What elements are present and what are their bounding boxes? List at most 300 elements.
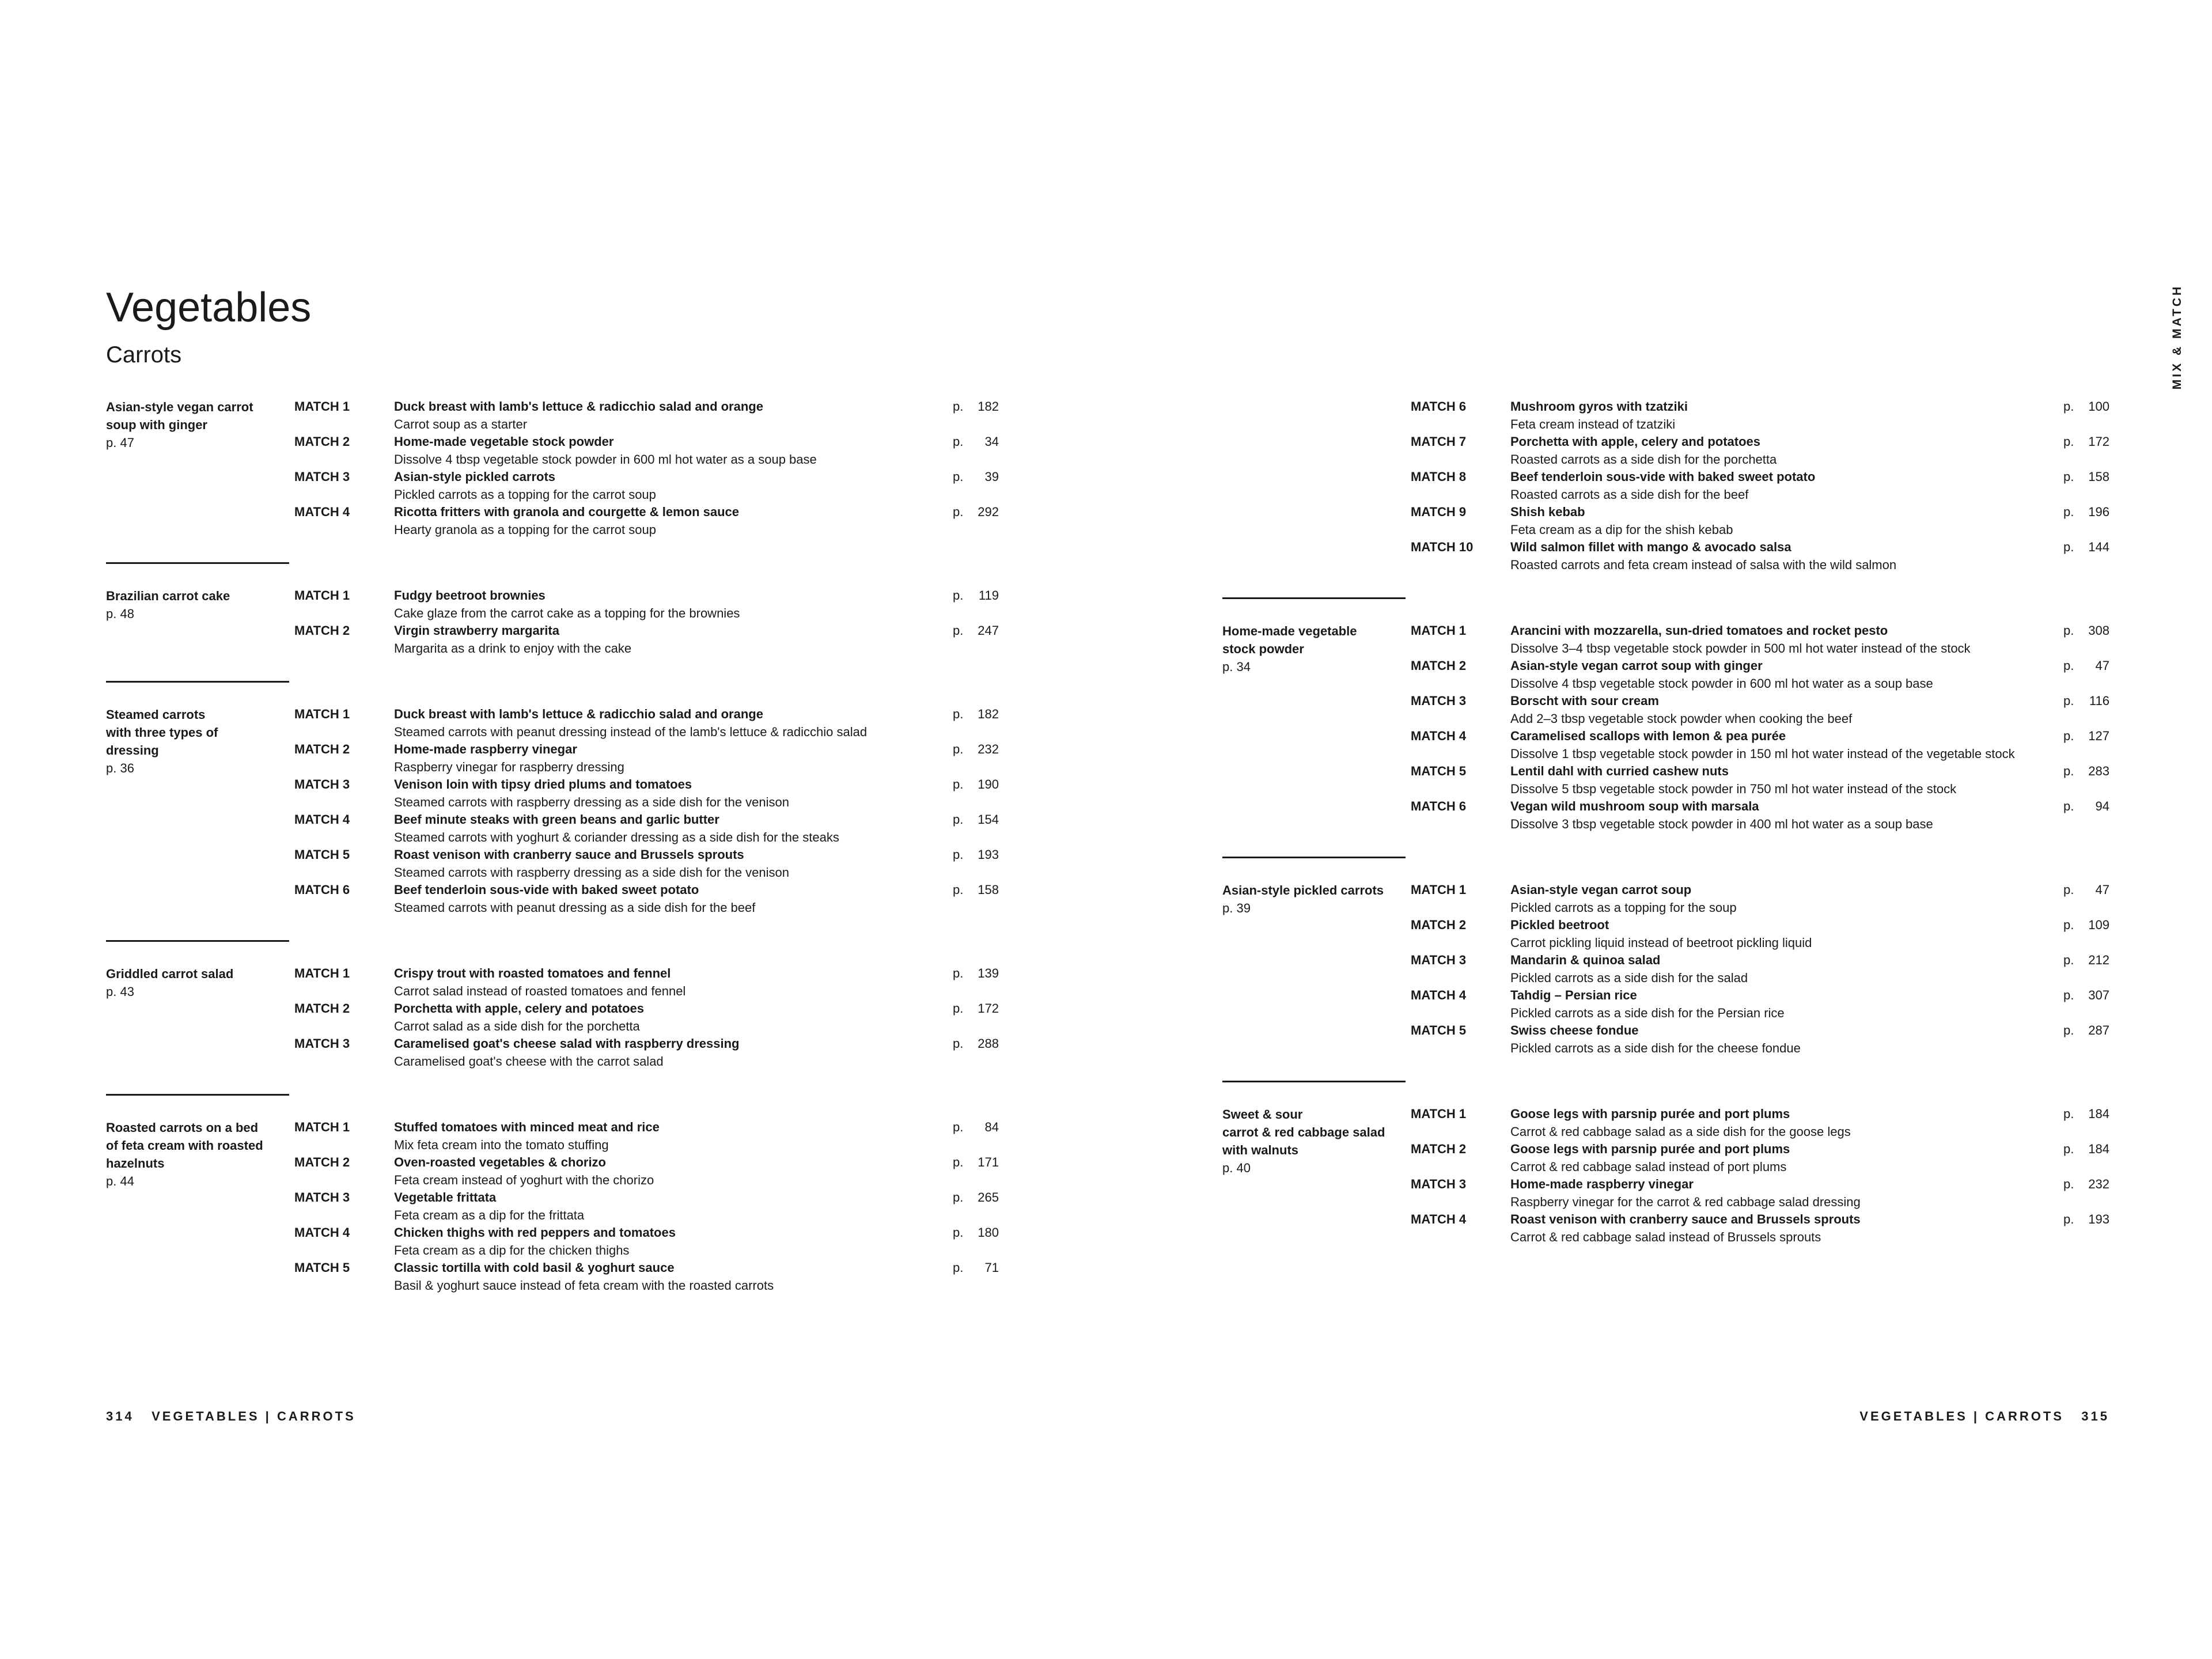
match-row [294, 881, 999, 916]
match-row [294, 1224, 999, 1259]
recipe-page-ref: p. 34 [1222, 660, 1251, 674]
match-description: Feta cream instead of tzatziki [1510, 416, 1676, 431]
match-label: MATCH 5 [1411, 1023, 1467, 1037]
page-number: 182 [978, 399, 999, 414]
chapter-title: Vegetables [106, 285, 312, 331]
match-list [1411, 881, 2109, 1057]
match-description: Roasted carrots as a side dish for the beef [1510, 487, 1749, 502]
match-description: Dissolve 1 tbsp vegetable stock powder in 150 ml hot water instead of the vegetable stock [1510, 746, 2015, 761]
match-label: MATCH 3 [294, 1036, 350, 1051]
page-number: 193 [978, 847, 999, 862]
match-list [294, 587, 999, 657]
page-prefix: p. [2063, 882, 2074, 897]
match-text [394, 468, 953, 503]
match-text [394, 503, 953, 539]
page-number: 71 [984, 1260, 999, 1275]
recipe-block [1222, 398, 2109, 574]
match-text [1510, 1176, 2063, 1211]
match-title: Beef minute steaks with green beans and garlic butter [394, 812, 719, 827]
recipe-heading [106, 706, 289, 777]
page-number: 172 [2088, 434, 2109, 449]
match-title: Roast venison with cranberry sauce and Brussels sprouts [1510, 1212, 1861, 1226]
match-description: Feta cream as a dip for the frittata [394, 1207, 585, 1222]
recipe-page-ref: p. 47 [106, 435, 134, 450]
recipe-name: Asian-style pickled carrots [1222, 883, 1384, 897]
match-row [1411, 881, 2109, 916]
match-text [1510, 987, 2063, 1022]
match-label: MATCH 3 [1411, 694, 1467, 708]
match-title: Wild salmon fillet with mango & avocado salsa [1510, 540, 1791, 554]
match-text [1510, 763, 2063, 798]
match-description: Basil & yoghurt sauce instead of feta cream with the roasted carrots [394, 1278, 774, 1293]
match-description: Dissolve 5 tbsp vegetable stock powder in 750 ml hot water instead of the stock [1510, 781, 1957, 796]
page-prefix: p. [2063, 1212, 2074, 1226]
match-text [1510, 503, 2063, 539]
match-row [294, 1119, 999, 1154]
match-row [1411, 622, 2109, 657]
recipe-heading [106, 965, 289, 1001]
match-text [394, 1000, 953, 1035]
page-prefix: p. [953, 1036, 964, 1051]
match-text [394, 846, 953, 881]
match-title: Stuffed tomatoes with minced meat and rice [394, 1120, 660, 1134]
page-number: 172 [978, 1001, 999, 1016]
match-text [1510, 798, 2063, 833]
match-row [1411, 763, 2109, 798]
match-row [294, 503, 999, 539]
match-label: MATCH 4 [1411, 1212, 1467, 1226]
page-number: 158 [2088, 469, 2109, 484]
match-description: Feta cream as a dip for the shish kebab [1510, 522, 1733, 537]
match-text [1510, 1105, 2063, 1141]
page-prefix: p. [2063, 434, 2074, 449]
page-number: 116 [2089, 694, 2109, 708]
recipe-heading [1222, 881, 1406, 917]
match-title: Porchetta with apple, celery and potatoes [394, 1001, 644, 1016]
page-prefix: p. [2063, 1142, 2074, 1156]
page-prefix: p. [2063, 1107, 2074, 1121]
match-list [1411, 398, 2109, 574]
match-title: Duck breast with lamb's lettuce & radicchio salad and orange [394, 707, 763, 721]
match-text [394, 881, 953, 916]
page-prefix: p. [953, 623, 964, 638]
match-title: Pickled beetroot [1510, 918, 1609, 932]
recipe-name: Roasted carrots on a bed of feta cream with roasted hazelnuts [106, 1120, 263, 1171]
match-text [1510, 1141, 2063, 1176]
match-text [394, 433, 953, 468]
recipe-block [106, 398, 999, 539]
match-label: MATCH 5 [294, 847, 350, 862]
running-head: VEGETABLES | CARROTS [1859, 1409, 2064, 1423]
match-row [294, 468, 999, 503]
page-prefix: p. [2063, 729, 2074, 743]
match-row [1411, 1105, 2109, 1141]
page-prefix: p. [2063, 694, 2074, 708]
page-prefix: p. [2063, 658, 2074, 673]
match-row [294, 776, 999, 811]
match-row [294, 965, 999, 1000]
match-label: MATCH 1 [294, 1120, 350, 1134]
match-title: Arancini with mozzarella, sun-dried tomatoes and rocket pesto [1510, 623, 1888, 638]
recipe-heading [106, 1119, 289, 1190]
footer-left [106, 1409, 356, 1424]
match-title: Porchetta with apple, celery and potatoes [1510, 434, 1760, 449]
match-description: Carrot & red cabbage salad instead of port plums [1510, 1159, 1787, 1174]
section-divider [1222, 597, 1406, 599]
match-text [1510, 1211, 2063, 1246]
match-title: Mushroom gyros with tzatziki [1510, 399, 1688, 414]
recipe-block [1222, 1105, 2109, 1246]
page-prefix: p. [953, 777, 964, 791]
match-text [1510, 539, 2063, 574]
match-label: MATCH 1 [294, 588, 350, 603]
match-text [1510, 468, 2063, 503]
match-row [1411, 1176, 2109, 1211]
match-label: MATCH 6 [1411, 399, 1467, 414]
recipe-name: Home-made vegetable stock powder [1222, 624, 1357, 656]
match-text [394, 1259, 953, 1294]
page-number: 247 [978, 623, 999, 638]
match-list [294, 965, 999, 1070]
match-label: MATCH 2 [294, 1155, 350, 1169]
page-prefix: p. [2063, 623, 2074, 638]
match-row [1411, 1022, 2109, 1057]
match-list [294, 398, 999, 539]
match-row [294, 398, 999, 433]
page-number: 292 [978, 505, 999, 519]
match-title: Beef tenderloin sous-vide with baked sweet potato [1510, 469, 1816, 484]
page-number: 127 [2088, 729, 2109, 743]
side-tab [2166, 282, 2189, 392]
match-label: MATCH 4 [294, 812, 350, 827]
section-divider [106, 562, 289, 564]
match-title: Vegetable frittata [394, 1190, 497, 1205]
page-number: 283 [2088, 764, 2109, 778]
match-label: MATCH 6 [1411, 799, 1467, 813]
match-title: Home-made raspberry vinegar [1510, 1177, 1694, 1191]
match-title: Venison loin with tipsy dried plums and tomatoes [394, 777, 692, 791]
match-title: Asian-style vegan carrot soup [1510, 882, 1692, 897]
match-label: MATCH 2 [294, 1001, 350, 1016]
match-label: MATCH 3 [294, 777, 350, 791]
page-prefix: p. [953, 1155, 964, 1169]
match-title: Home-made vegetable stock powder [394, 434, 614, 449]
match-label: MATCH 10 [1411, 540, 1474, 554]
page-number: 100 [2088, 399, 2109, 414]
match-row [294, 587, 999, 622]
match-title: Virgin strawberry margarita [394, 623, 559, 638]
match-row [1411, 503, 2109, 539]
match-row [294, 1189, 999, 1224]
section-divider [1222, 1081, 1406, 1082]
match-title: Ricotta fritters with granola and courgette & lemon sauce [394, 505, 739, 519]
page-number: 47 [2095, 882, 2109, 897]
recipe-page-ref: p. 44 [106, 1174, 134, 1188]
match-row [1411, 987, 2109, 1022]
match-list [1411, 1105, 2109, 1246]
match-label: MATCH 1 [294, 966, 350, 980]
page-number: 144 [2088, 540, 2109, 554]
page-prefix: p. [953, 1001, 964, 1016]
match-label: MATCH 2 [1411, 1142, 1467, 1156]
page-number: 190 [978, 777, 999, 791]
match-title: Crispy trout with roasted tomatoes and fennel [394, 966, 671, 980]
section-divider [106, 681, 289, 683]
page-number: 232 [978, 742, 999, 756]
match-label: MATCH 4 [1411, 729, 1467, 743]
page-prefix: p. [953, 966, 964, 980]
recipe-name: Sweet & sour carrot & red cabbage salad with walnuts [1222, 1107, 1385, 1157]
match-label: MATCH 8 [1411, 469, 1467, 484]
match-row [294, 706, 999, 741]
match-label: MATCH 4 [294, 1225, 350, 1240]
match-description: Pickled carrots as a topping for the soup [1510, 900, 1737, 915]
match-description: Carrot & red cabbage salad as a side dish for the goose legs [1510, 1124, 1851, 1139]
page-number: 232 [2088, 1177, 2109, 1191]
match-text [1510, 657, 2063, 692]
match-description: Margarita as a drink to enjoy with the cake [394, 641, 632, 656]
match-text [394, 741, 953, 776]
match-description: Pickled carrots as a side dish for the salad [1510, 970, 1748, 985]
page-prefix: p. [2063, 799, 2074, 813]
match-text [1510, 398, 2063, 433]
section-title: Carrots [106, 342, 182, 368]
match-text [394, 398, 953, 433]
match-text [394, 1035, 953, 1070]
match-label: MATCH 1 [1411, 882, 1467, 897]
match-description: Raspberry vinegar for raspberry dressing [394, 759, 624, 774]
match-description: Dissolve 3 tbsp vegetable stock powder in 400 ml hot water as a soup base [1510, 816, 1933, 831]
match-row [1411, 916, 2109, 952]
page-prefix: p. [2063, 1177, 2074, 1191]
match-title: Home-made raspberry vinegar [394, 742, 577, 756]
recipe-heading [106, 398, 289, 452]
match-text [1510, 692, 2063, 728]
section-divider [106, 940, 289, 942]
match-description: Feta cream instead of yoghurt with the chorizo [394, 1172, 654, 1187]
recipe-page-ref: p. 43 [106, 984, 134, 999]
recipe-block [106, 587, 999, 657]
page-prefix: p. [953, 399, 964, 414]
match-row [294, 1259, 999, 1294]
match-row [1411, 692, 2109, 728]
match-label: MATCH 2 [294, 434, 350, 449]
match-text [1510, 916, 2063, 952]
page-prefix: p. [953, 707, 964, 721]
match-description: Pickled carrots as a side dish for the Persian rice [1510, 1005, 1785, 1020]
left-match-list [106, 398, 999, 1294]
page-number: 171 [978, 1155, 999, 1169]
page-prefix: p. [953, 1190, 964, 1205]
page-prefix: p. [953, 882, 964, 897]
match-description: Steamed carrots with raspberry dressing as a side dish for the venison [394, 794, 789, 809]
recipe-name: Brazilian carrot cake [106, 589, 230, 603]
page-prefix: p. [953, 434, 964, 449]
recipe-block [106, 706, 999, 916]
match-label: MATCH 1 [294, 707, 350, 721]
match-description: Steamed carrots with yoghurt & coriander dressing as a side dish for the steaks [394, 830, 839, 844]
page-prefix: p. [2063, 399, 2074, 414]
match-label: MATCH 1 [1411, 1107, 1467, 1121]
match-description: Dissolve 4 tbsp vegetable stock powder in 600 ml hot water as a soup base [1510, 676, 1933, 691]
match-title: Swiss cheese fondue [1510, 1023, 1639, 1037]
page-prefix: p. [2063, 540, 2074, 554]
match-list [1411, 622, 2109, 833]
right-match-list [1222, 398, 2109, 1246]
page-prefix: p. [953, 847, 964, 862]
match-row [294, 1000, 999, 1035]
match-label: MATCH 3 [294, 1190, 350, 1205]
match-text [394, 965, 953, 1000]
match-title: Mandarin & quinoa salad [1510, 953, 1661, 967]
footer-right [1859, 1409, 2109, 1424]
match-description: Steamed carrots with peanut dressing as a side dish for the beef [394, 900, 756, 915]
match-description: Roasted carrots as a side dish for the porchetta [1510, 452, 1777, 467]
match-title: Beef tenderloin sous-vide with baked sweet potato [394, 882, 699, 897]
match-label: MATCH 6 [294, 882, 350, 897]
recipe-page-ref: p. 40 [1222, 1161, 1251, 1175]
page-number: 94 [2095, 799, 2109, 813]
match-label: MATCH 2 [294, 623, 350, 638]
page-prefix: p. [953, 1225, 964, 1240]
page-number: 47 [2095, 658, 2109, 673]
match-title: Shish kebab [1510, 505, 1585, 519]
match-text [394, 1224, 953, 1259]
match-row [1411, 468, 2109, 503]
match-title: Vegan wild mushroom soup with marsala [1510, 799, 1759, 813]
recipe-page-ref: p. 48 [106, 607, 134, 621]
match-row [294, 622, 999, 657]
page-prefix: p. [2063, 918, 2074, 932]
match-description: Pickled carrots as a topping for the carrot soup [394, 487, 656, 502]
match-description: Dissolve 4 tbsp vegetable stock powder in 600 ml hot water as a soup base [394, 452, 817, 467]
recipe-page-ref: p. 36 [106, 761, 134, 775]
match-label: MATCH 7 [1411, 434, 1467, 449]
page-number: 109 [2088, 918, 2109, 932]
page-number: 139 [978, 966, 999, 980]
match-row [1411, 952, 2109, 987]
match-label: MATCH 3 [1411, 953, 1467, 967]
page-number: 307 [2088, 988, 2109, 1002]
page-number: 184 [2088, 1107, 2109, 1121]
page-number: 212 [2088, 953, 2109, 967]
match-row [1411, 433, 2109, 468]
match-title: Oven-roasted vegetables & chorizo [394, 1155, 606, 1169]
match-title: Goose legs with parsnip purée and port plums [1510, 1107, 1790, 1121]
page-number: 287 [2088, 1023, 2109, 1037]
match-description: Raspberry vinegar for the carrot & red cabbage salad dressing [1510, 1194, 1861, 1209]
recipe-heading [106, 587, 289, 623]
match-text [394, 776, 953, 811]
page-prefix: p. [953, 588, 964, 603]
page-prefix: p. [953, 742, 964, 756]
match-title: Tahdig – Persian rice [1510, 988, 1637, 1002]
section-divider [106, 1094, 289, 1096]
section-divider [1222, 857, 1406, 858]
match-label: MATCH 5 [1411, 764, 1467, 778]
match-row [1411, 798, 2109, 833]
match-description: Add 2–3 tbsp vegetable stock powder when cooking the beef [1510, 711, 1853, 726]
page-prefix: p. [953, 1120, 964, 1134]
page-prefix: p. [953, 469, 964, 484]
match-text [1510, 728, 2063, 763]
page-prefix: p. [953, 1260, 964, 1275]
page-number: 315 [2081, 1409, 2109, 1423]
page-number: 182 [978, 707, 999, 721]
match-description: Caramelised goat's cheese with the carrot salad [394, 1054, 664, 1069]
match-text [394, 1119, 953, 1154]
side-tab-label: MIX & MATCH [2171, 284, 2184, 390]
page-number: 180 [978, 1225, 999, 1240]
page-prefix: p. [2063, 988, 2074, 1002]
recipe-heading [1222, 622, 1406, 676]
match-label: MATCH 1 [294, 399, 350, 414]
match-label: MATCH 2 [294, 742, 350, 756]
match-description: Hearty granola as a topping for the carrot soup [394, 522, 656, 537]
match-description: Carrot salad as a side dish for the porchetta [394, 1018, 640, 1033]
match-label: MATCH 4 [1411, 988, 1467, 1002]
match-text [1510, 622, 2063, 657]
recipe-name: Griddled carrot salad [106, 967, 234, 981]
recipe-block [106, 1119, 999, 1294]
match-row [1411, 1141, 2109, 1176]
match-text [394, 622, 953, 657]
page-number: 288 [978, 1036, 999, 1051]
match-description: Carrot salad instead of roasted tomatoes and fennel [394, 983, 686, 998]
match-title: Duck breast with lamb's lettuce & radicchio salad and orange [394, 399, 763, 414]
match-description: Steamed carrots with peanut dressing instead of the lamb's lettuce & radicchio salad [394, 724, 868, 739]
page-number: 154 [978, 812, 999, 827]
match-label: MATCH 9 [1411, 505, 1467, 519]
match-description: Roasted carrots and feta cream instead of salsa with the wild salmon [1510, 557, 1897, 572]
recipe-block [1222, 622, 2109, 833]
match-row [294, 811, 999, 846]
match-description: Pickled carrots as a side dish for the cheese fondue [1510, 1040, 1801, 1055]
match-row [1411, 728, 2109, 763]
match-title: Borscht with sour cream [1510, 694, 1659, 708]
match-text [1510, 433, 2063, 468]
match-label: MATCH 1 [1411, 623, 1467, 638]
left-page [106, 0, 999, 1659]
match-row [1411, 539, 2109, 574]
match-row [294, 1035, 999, 1070]
page-number: 308 [2088, 623, 2109, 638]
match-list [294, 706, 999, 916]
page-number: 119 [978, 588, 999, 603]
match-row [1411, 398, 2109, 433]
match-text [394, 1154, 953, 1189]
page-number: 314 [106, 1409, 134, 1423]
match-label: MATCH 4 [294, 505, 350, 519]
recipe-name: Steamed carrots with three types of dressing [106, 707, 218, 757]
match-description: Carrot soup as a starter [394, 416, 528, 431]
recipe-block [106, 965, 999, 1070]
running-head: VEGETABLES | CARROTS [151, 1409, 356, 1423]
match-text [1510, 952, 2063, 987]
match-description: Mix feta cream into the tomato stuffing [394, 1137, 609, 1152]
match-row [1411, 1211, 2109, 1246]
match-row [294, 433, 999, 468]
right-page [1222, 0, 2109, 1659]
page-number: 84 [984, 1120, 999, 1134]
recipe-block [1222, 881, 2109, 1057]
match-text [394, 706, 953, 741]
page-number: 184 [2088, 1142, 2109, 1156]
match-label: MATCH 3 [294, 469, 350, 484]
match-description: Feta cream as a dip for the chicken thighs [394, 1243, 630, 1257]
match-title: Lentil dahl with curried cashew nuts [1510, 764, 1729, 778]
page-prefix: p. [2063, 1023, 2074, 1037]
